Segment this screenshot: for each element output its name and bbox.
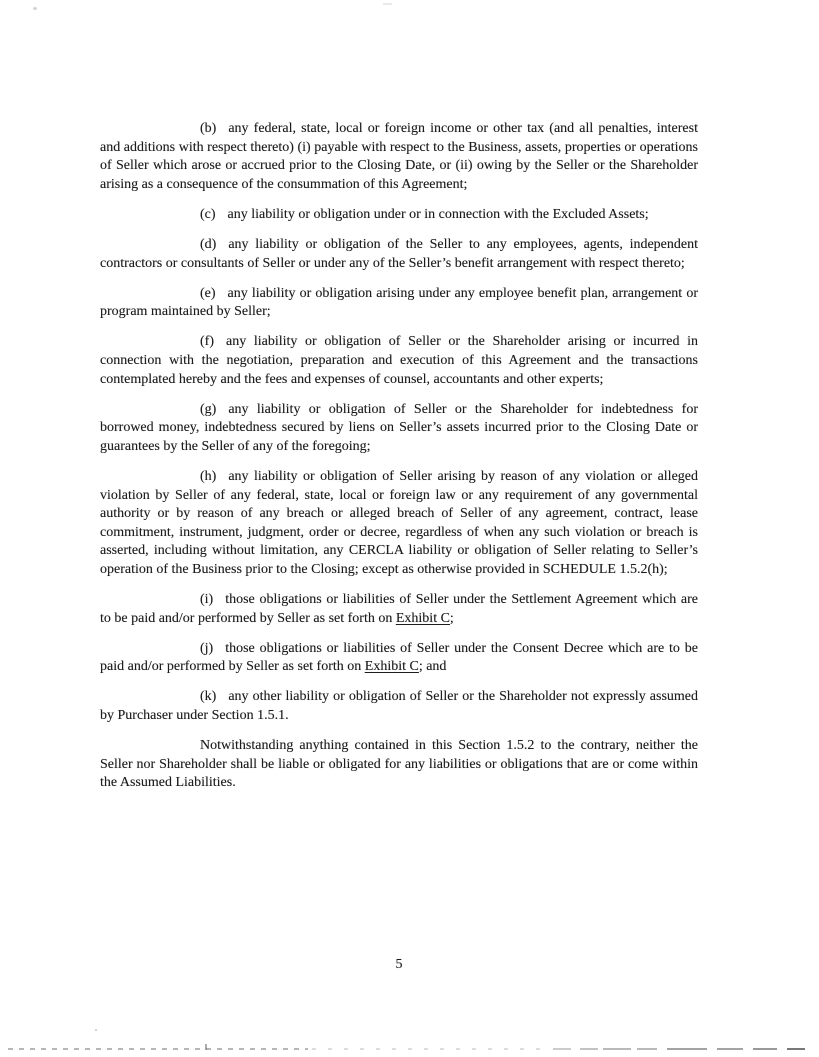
clause-text: any liability or obligation of the Seller to any employees, agents, independent contractors or consultants of Seller or under any of the Seller’s benefit arrangement with respect thereto;	[100, 236, 698, 271]
clause-text: ;	[449, 610, 454, 626]
clause-text: any liability or obligation arising under any employee benefit plan, arrangement or program maintained by Seller;	[100, 285, 698, 320]
exhibit-reference: Exhibit C	[395, 610, 450, 626]
scan-artifact-dashes	[8, 1048, 308, 1050]
clause-g	[100, 401, 698, 457]
scan-artifact-dash	[667, 1048, 707, 1050]
scan-artifact-dash	[553, 1048, 571, 1050]
clause-text: ; and	[418, 659, 447, 675]
clause-label: (f)	[200, 334, 214, 350]
clause-text: any liability or obligation of Seller or the Shareholder arising or incurred in connection with the negotiation, preparation and execution of this Agreement and the transactions contemplated hereby and the fees and expenses of counsel, accountants and other experts;	[100, 334, 698, 387]
exhibit-reference: Exhibit C	[364, 659, 419, 675]
scan-speck	[95, 1029, 97, 1031]
clause-label: (k)	[200, 689, 217, 705]
scan-artifact-dash	[753, 1048, 777, 1050]
clause-k	[100, 688, 698, 725]
clause-label: (h)	[200, 468, 217, 484]
scan-artifact-dashes	[312, 1048, 547, 1050]
scan-artifact-dash	[603, 1048, 631, 1050]
clause-j	[100, 640, 698, 677]
clause-text: any liability or obligation under or in connection with the Excluded Assets;	[227, 206, 649, 222]
clause-text: any other liability or obligation of Seller or the Shareholder not expressly assumed by Purchaser under Section 1.5.1.	[100, 689, 698, 723]
document-body	[100, 120, 698, 804]
clause-i	[100, 591, 698, 628]
scan-artifact-dash	[787, 1048, 805, 1050]
scan-speck	[33, 7, 37, 10]
clause-text: any liability or obligation of Seller arising by reason of any violation or alleged violation by Seller of any federal, state, local or foreign law or any requirement of any governmental authority or by reason of any breach or alleged breach of Seller of any agreement, contract, lease commitment, instrument, judgment, order or decree, regardless of when any such violation or breach is asserted, including without limitation, any CERCLA liability or obligation of Seller relating to Seller’s operation of the Business prior to the Closing; except as otherwise provided in SCHEDULE 1.5.2(h);	[100, 468, 698, 577]
scan-artifact-dash	[580, 1048, 598, 1050]
clause-text: any liability or obligation of Seller or the Shareholder for indebtedness for borrowed money, indebtedness secured by liens on Seller’s assets incurred prior to the Closing Date or guarantees by the Seller of any of the foregoing;	[100, 401, 698, 454]
clause-text: Notwithstanding anything contained in this Section 1.5.2 to the contrary, neither the Seller nor Shareholder shall be liable or obligated for any liabilities or obligations that are or come within the Assumed Liabilities.	[100, 738, 698, 791]
clause-d	[100, 236, 698, 273]
page-number: 5	[395, 957, 403, 972]
clause-label: (c)	[200, 206, 216, 222]
clause-text: those obligations or liabilities of Seller under the Settlement Agreement which are to be paid and/or performed by Seller as set forth on	[100, 591, 698, 626]
clause-h	[100, 468, 698, 580]
clause-text: any federal, state, local or foreign income or other tax (and all penalties, interest and additions with respect thereto) (i) payable with respect to the Business, assets, properties or operations of Seller which arose or accrued prior to the Closing Date, or (ii) owing by the Seller or the Shareholder arising as a consequence of the consummation of this Agreement;	[100, 121, 698, 192]
scan-artifact-dash	[637, 1048, 657, 1050]
scan-artifact-dash	[717, 1048, 743, 1050]
closing-paragraph	[100, 737, 698, 793]
clause-label: (g)	[200, 401, 217, 417]
clause-label: (e)	[200, 285, 216, 301]
scan-artifact-tick	[205, 1044, 207, 1050]
clause-b	[100, 120, 698, 194]
clause-label: (b)	[200, 121, 217, 136]
clause-text: those obligations or liabilities of Seller under the Consent Decree which are to be paid and/or performed by Seller as set forth on	[100, 640, 698, 675]
clause-e	[100, 285, 698, 322]
scan-speck	[383, 3, 392, 5]
clause-label: (i)	[200, 591, 214, 607]
clause-c	[100, 206, 698, 225]
clause-label: (d)	[200, 236, 217, 252]
clause-label: (j)	[200, 640, 214, 656]
clause-f	[100, 333, 698, 389]
